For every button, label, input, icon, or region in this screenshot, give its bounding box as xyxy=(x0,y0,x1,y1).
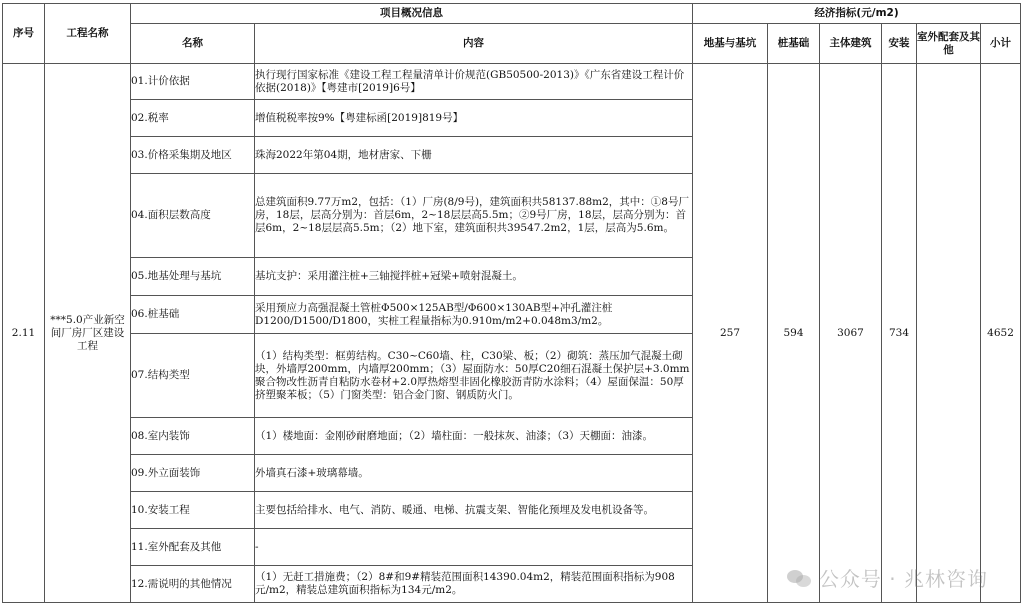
item-name-03: 03.价格采集期及地区 xyxy=(131,137,255,174)
header-overview-group: 项目概况信息 xyxy=(131,4,693,24)
econ-subtotal-value: 4652 xyxy=(981,64,1021,603)
item-name-01: 01.计价依据 xyxy=(131,64,255,100)
item-content-03: 珠海2022年第04期，地材唐家、下栅 xyxy=(255,137,693,174)
header-econ-main-building: 主体建筑 xyxy=(820,24,882,64)
header-econ-outdoor: 室外配套及其他 xyxy=(917,24,981,64)
header-econ-group: 经济指标(元/m2) xyxy=(693,4,1021,24)
item-name-04: 04.面积层数高度 xyxy=(131,174,255,258)
econ-outdoor-value xyxy=(917,64,981,603)
header-content: 内容 xyxy=(255,24,693,64)
cell-seq: 2.11 xyxy=(3,64,45,603)
item-content-05: 基坑支护：采用灌注桩+三轴搅拌桩+冠梁+喷射混凝土。 xyxy=(255,258,693,296)
econ-foundation-pit-value: 257 xyxy=(693,64,768,603)
item-content-12: （1）无赶工措施费；（2）8#和9#精装范围面积14390.04m2，精装范围面积指标为908元/m2，精装总建筑面积指标为134元/m2。 xyxy=(255,566,693,603)
item-name-10: 10.安装工程 xyxy=(131,492,255,529)
item-name-05: 05.地基处理与基坑 xyxy=(131,258,255,296)
watermark xyxy=(787,563,988,592)
econ-main-building-value: 3067 xyxy=(820,64,882,603)
econ-pile-value: 594 xyxy=(768,64,820,603)
item-name-09: 09.外立面装饰 xyxy=(131,455,255,492)
item-content-09: 外墙真石漆+玻璃幕墙。 xyxy=(255,455,693,492)
item-content-07: （1）结构类型：框剪结构。C30~C60墙、柱，C30梁、板；（2）砌筑：蒸压加气混凝土砌块，外墙厚200mm，内墙厚200mm；（3）屋面防水：50厚C20细石混凝土保护层+3.0mm聚合物改性沥青自粘防水卷材+2.0厚热熔型非固化橡胶沥青防水涂料；（4）屋面保温：50厚挤塑聚苯板；（5）门窗类型：铝合金门窗、钢质防火门。 xyxy=(255,334,693,418)
item-content-08: （1）楼地面：金刚砂耐磨地面；（2）墙柱面：一般抹灰、油漆；（3）天棚面：油漆。 xyxy=(255,418,693,455)
cost-index-table xyxy=(2,3,1021,603)
watermark-text: 公众号 · 兆林咨询 xyxy=(818,567,988,591)
item-name-02: 02.税率 xyxy=(131,100,255,137)
header-name: 名称 xyxy=(131,24,255,64)
item-name-06: 06.桩基础 xyxy=(131,296,255,334)
header-econ-foundation-pit: 地基与基坑 xyxy=(693,24,768,64)
item-name-12: 12.需说明的其他情况 xyxy=(131,566,255,603)
item-name-07: 07.结构类型 xyxy=(131,334,255,418)
item-content-01: 执行现行国家标准《建设工程工程量清单计价规范(GB50500-2013)》《广东省建设工程计价依据(2018)》【粤建市[2019]6号】 xyxy=(255,64,693,100)
econ-installation-value: 734 xyxy=(882,64,917,603)
item-content-11: - xyxy=(255,529,693,566)
header-econ-pile: 桩基础 xyxy=(768,24,820,64)
item-content-02: 增值税税率按9%【粤建标函[2019]819号】 xyxy=(255,100,693,137)
item-content-04: 总建筑面积9.77万m2，包括：（1）厂房(8/9号)，建筑面积共58137.88m2，其中：①8号厂房，18层，层高分别为：首层6m，2~18层层高5.5m；②9号厂房，18层，层高分别为：首层6m，2~18层层高5.5m；（2）地下室，建筑面积共39547.2m2，1层，层高为5.6m。 xyxy=(255,174,693,258)
item-name-08: 08.室内装饰 xyxy=(131,418,255,455)
header-project-name: 工程名称 xyxy=(45,4,131,64)
header-econ-installation: 安装 xyxy=(882,24,917,64)
item-content-10: 主要包括给排水、电气、消防、暖通、电梯、抗震支架、智能化预埋及发电机设备等。 xyxy=(255,492,693,529)
header-seq: 序号 xyxy=(3,4,45,64)
header-econ-subtotal: 小计 xyxy=(981,24,1021,64)
item-content-06: 采用预应力高强混凝土管桩Φ500×125AB型/Φ600×130AB型+冲孔灌注桩D1200/D1500/D1800，实桩工程量指标为0.910m/m2+0.048m3/m2。 xyxy=(255,296,693,334)
wechat-icon xyxy=(787,568,813,588)
item-name-11: 11.室外配套及其他 xyxy=(131,529,255,566)
cell-project-name: ***5.0产业新空间厂房厂区建设工程 xyxy=(45,64,131,603)
